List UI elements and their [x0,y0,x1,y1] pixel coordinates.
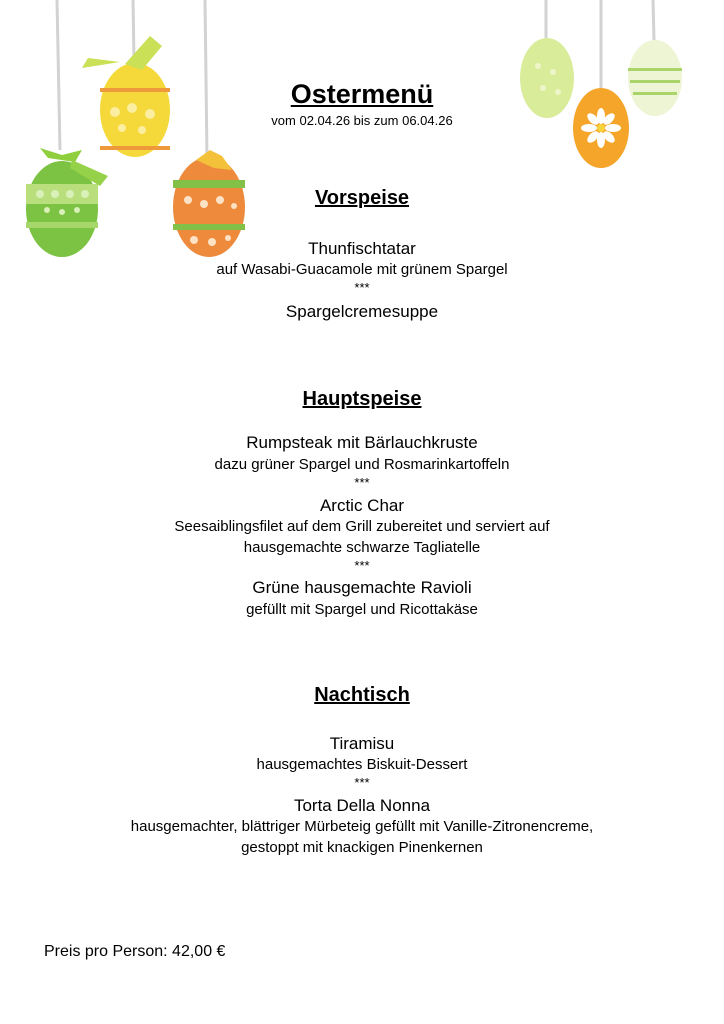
easter-decoration [0,0,724,270]
dish-description: hausgemachte schwarze Tagliatelle [243,539,481,556]
section-heading-nachtisch: Nachtisch [314,684,410,706]
dish-description: gestoppt mit knackigen Pinenkernen [241,839,483,856]
dish-description: hausgemachter, blättriger Mürbeteig gefüllt mit Vanille-Zitronencreme, [130,818,594,835]
date-range: vom 02.04.26 bis zum 06.04.26 [271,113,453,128]
separator: *** [354,558,370,573]
dish-name: Torta Della Nonna [293,796,431,815]
dish-description: dazu grüner Spargel und Rosmarinkartoffeln [214,456,510,473]
separator: *** [354,475,370,490]
dish-description: gefüllt mit Spargel und Ricottakäse [246,601,478,618]
page-title: Ostermenü [290,79,434,109]
section-heading-hauptspeise: Hauptspeise [302,388,422,410]
dish-description: auf Wasabi-Guacamole mit grünem Spargel [216,261,508,278]
dish-name: Thunfischtatar [308,239,416,258]
dish-description: hausgemachtes Biskuit-Dessert [256,756,468,773]
dish-name: Grüne hausgemachte Ravioli [252,578,472,597]
dish-name: Rumpsteak mit Bärlauchkruste [246,433,478,452]
separator: *** [354,280,370,295]
dish-description: Seesaiblingsfilet auf dem Grill zubereitet und serviert auf [174,518,550,535]
dish-name: Spargelcremesuppe [285,302,439,321]
price-per-person: Preis pro Person: 42,00 € [44,943,226,960]
dish-name: Arctic Char [319,496,405,515]
dish-name: Tiramisu [329,734,395,753]
section-heading-vorspeise: Vorspeise [314,187,410,209]
separator: *** [354,775,370,790]
